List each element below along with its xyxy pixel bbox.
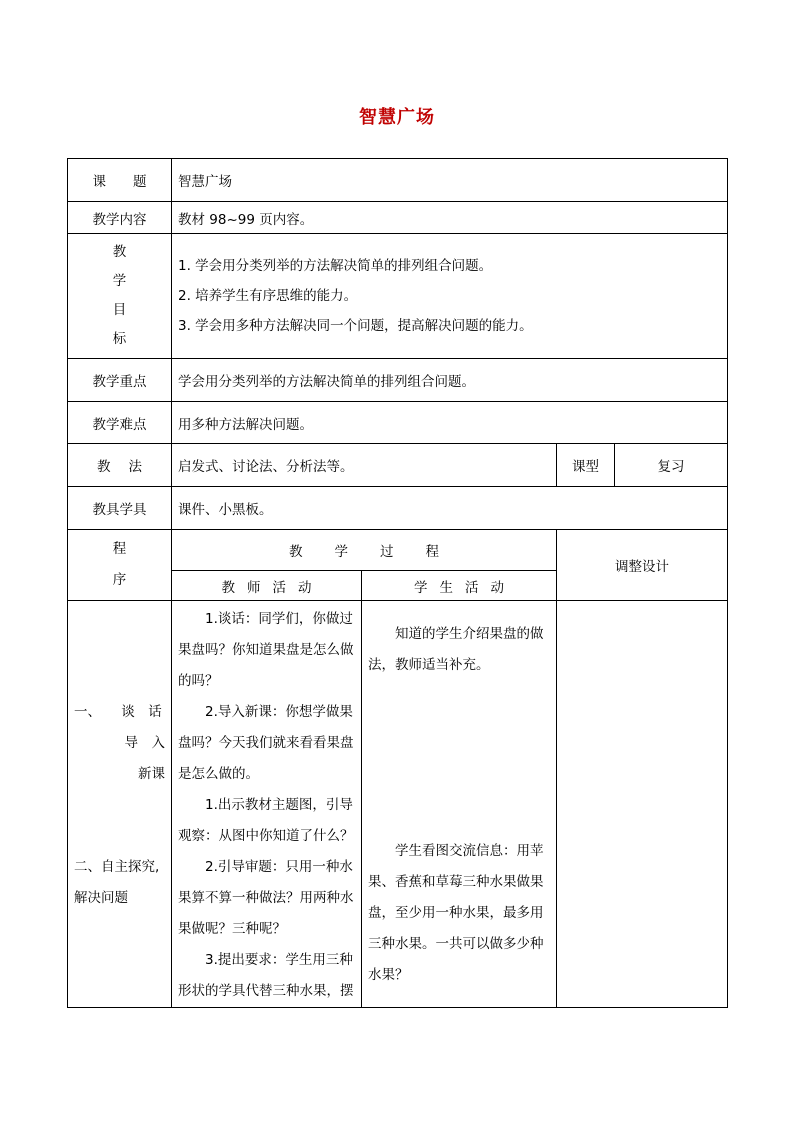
key-point-row [68,359,728,402]
difficulty-value: 用多种方法解决问题。 [172,402,728,444]
method-value: 启发式、讨论法、分析法等。 [172,444,557,487]
process-header: 教学过程 [172,530,557,571]
goal-item: 1. 学会用分类列举的方法解决简单的排列组合问题。 [178,258,493,274]
goals-label-char: 学 [112,273,127,289]
difficulty-row [68,402,728,444]
step-line: 一、 谈 话 [74,703,162,720]
content-value: 教材 98~99 页内容。 [172,202,728,234]
adjust-design-cell [557,601,728,1008]
order-label-char: 序 [112,572,127,588]
teacher-step: 1.出示教材主题图，引导观察：从图中你知道了什么？ [178,796,354,844]
lesson-type-label: 课型 [557,444,615,487]
teacher-step: 1.谈话：同学们，你做过果盘吗？你知道果盘是怎么做的吗？ [178,610,354,689]
content-row [68,202,728,234]
teacher-step: 3.提出要求：学生用三种形状的学具代替三种水果，摆 [178,951,354,999]
student-step: 学生看图交流信息：用苹果、香蕉和草莓三种水果做果盘，至少用一种水果，最多用三种水果。一共可以做多少种水果？ [368,843,544,983]
tools-value: 课件、小黑板。 [172,487,728,530]
process-header-row [68,530,728,571]
process-body-row [68,601,728,1008]
content-label: 教学内容 [68,202,172,234]
tools-row [68,487,728,530]
topic-value: 智慧广场 [172,159,728,202]
process-steps [68,601,172,1008]
method-row [68,444,728,487]
teacher-activity-header: 教师活动 [172,571,362,601]
key-point-value: 学会用分类列举的方法解决简单的排列组合问题。 [172,359,728,402]
goals-label-char: 标 [112,331,127,347]
goals-row [68,234,728,359]
order-label-char: 程 [112,541,127,557]
step-line: 二、自主探究, [74,858,160,875]
goals-label-char: 教 [112,244,127,260]
topic-row [68,159,728,202]
document-title: 智慧广场 [359,107,435,128]
teacher-step: 2.引导审题：只用一种水果算不算一种做法？用两种水果做呢？三种呢？ [178,858,354,937]
tools-label: 教具学具 [68,487,172,530]
goals-label-char: 目 [112,302,127,318]
goal-item: 2. 培养学生有序思维的能力。 [178,288,358,304]
goals-list [172,234,728,359]
topic-label: 课 题 [68,159,172,202]
difficulty-label: 教学难点 [68,402,172,444]
lesson-type-value: 复习 [615,444,728,487]
key-point-label: 教学重点 [68,359,172,402]
order-label [68,530,172,601]
teacher-step: 2.导入新课：你想学做果盘吗？今天我们就来看看果盘是怎么做的。 [178,703,354,782]
student-activity-header: 学生活动 [362,571,557,601]
step-line: 解决问题 [74,889,128,906]
lesson-plan-table [67,158,728,1008]
goals-label [68,234,172,359]
step-line: 导 入 [124,734,165,751]
adjust-header: 调整设计 [557,530,728,601]
teacher-activity [172,601,362,1008]
step-line: 新课 [138,765,165,782]
method-label: 教法 [68,444,172,487]
student-activity [362,601,557,1008]
goal-item: 3. 学会用多种方法解决同一个问题，提高解决问题的能力。 [178,318,533,334]
student-step: 知道的学生介绍果盘的做法，教师适当补充。 [368,626,544,673]
